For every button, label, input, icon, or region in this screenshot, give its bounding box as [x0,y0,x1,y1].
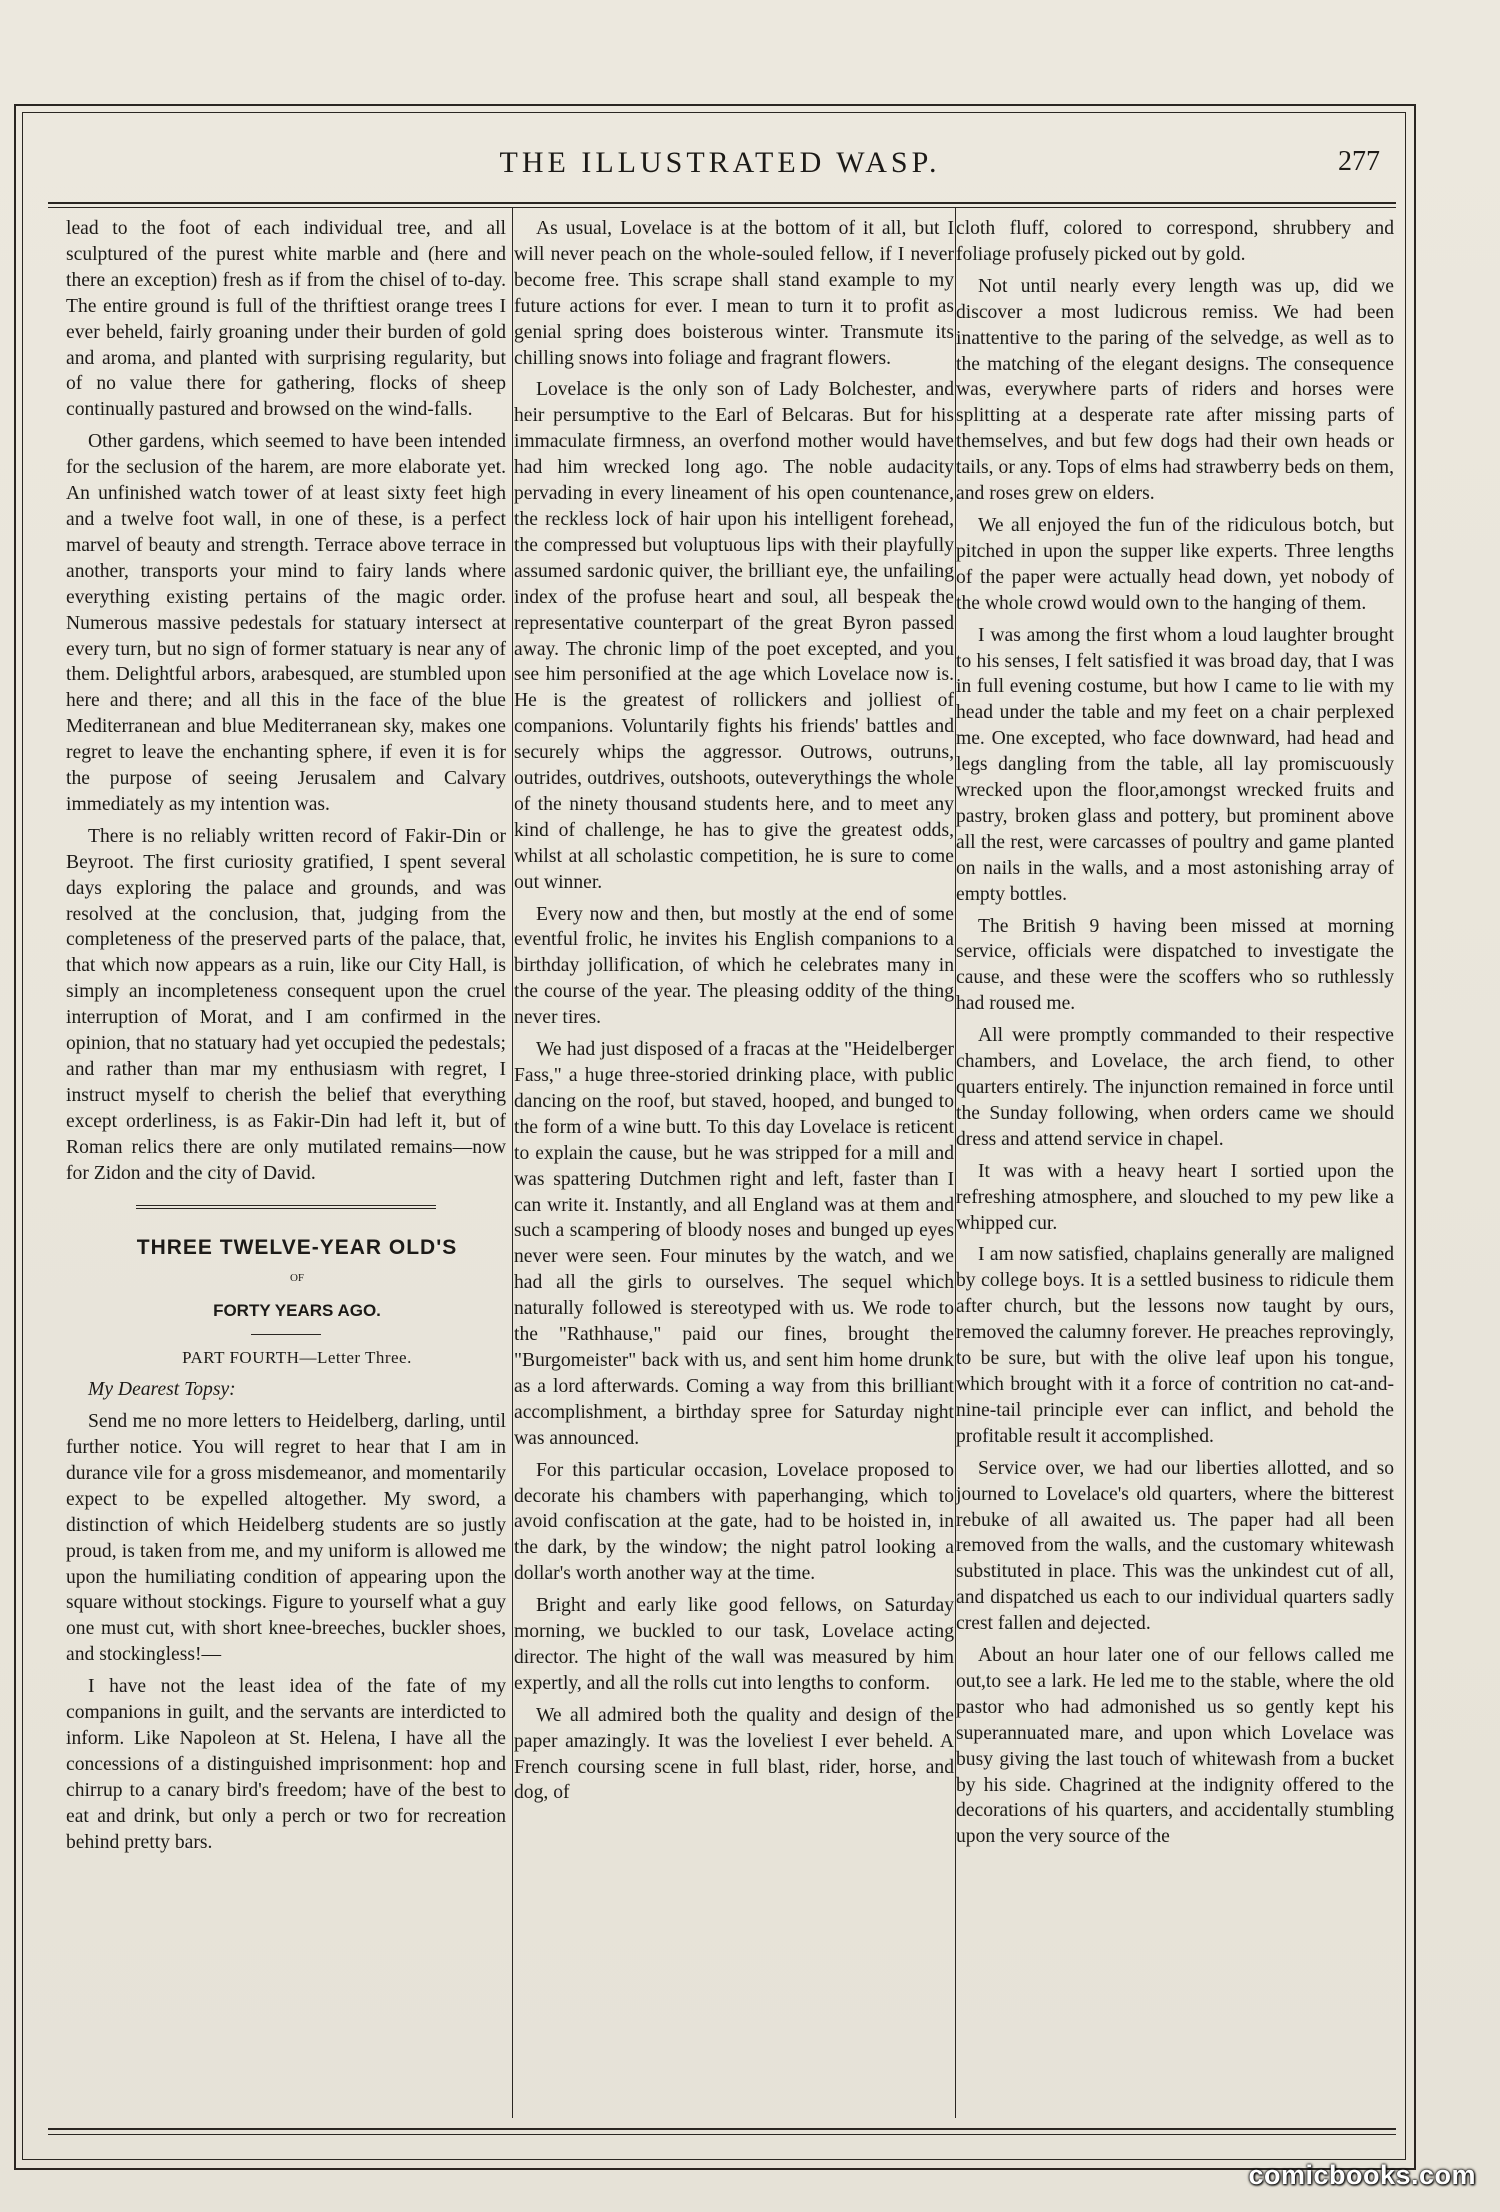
paragraph: All were promptly commanded to their respective chambers, and Lovelace, the arch fiend, to other quarters entirely. The injunction remained in force until the Sunday following, when orders came we should dress and attend service in chapel. [956,1025,1394,1150]
heading-rule [251,1334,321,1335]
page-number: 277 [1338,146,1380,177]
column-3 [956,216,1394,2111]
article-heading-of: OF [289,1272,305,1285]
page-header [60,140,1380,186]
section-divider [136,1205,436,1209]
column-1 [66,216,506,2111]
paragraph: We all admired both the quality and design of the paper amazingly. It was the loveliest I ever beheld. A French coursing scene in full blast, rider, horse, and dog, of [514,1704,954,1804]
paragraph: I was among the first whom a loud laughter brought to his senses, I felt satisfied it was broad day, that I was in full evening costume, but how I came to lie with my head under the table and my feet on a chair perplexed me. One excepted, who face downward, had head and legs dangling from the table, all lay promiscuously wrecked upon the floor,amongst wrecked fruits and pastry, broken glass and pottery, but prominent above all the rest, were carcasses of poultry and game planted on nails in the walls, and a most astonishing array of empty bottles. [956,624,1394,905]
paragraph: Other gardens, which seemed to have been intended for the seclusion of the harem, are more elaborate yet. An unfinished watch tower of at least sixty feet high and a twelve foot wall, in one of these, is a perfect marvel of beauty and strength. Terrace above terrace in another, transports your mind to fairy lands where everything existing pertains of the magic order. Numerous massive pedestals for statuary intersect at every turn, but no sign of former statuary is near any of them. Delightful arbors, arabesqued, are stumbled upon here and there; and all this in the face of the blue Mediterranean and blue Mediterranean sky, makes one regret to leave the enchanting sphere, if even it is for the purpose of seeing Jerusalem and Calvary immediately as my intention was. [66,431,506,815]
footer-rule [48,2128,1396,2130]
column-2 [514,216,954,2111]
letter-salutation: My Dearest Topsy: [88,1379,236,1401]
paragraph: There is no reliably written record of Fakir-Din or Beyroot. The first curiosity gratified, I spent several days exploring the palace and grounds, and was resolved at the conclusion, that, judging from the completeness of the preserved parts of the palace, that, that which now appears as a ruin, like our City Hall, is simply an incompleteness consequent upon the cruel interruption of Morat, and I am confirmed in the opinion, that no statuary had yet occupied the pedestals; and rather than mar my enthusiasm with regret, I instruct myself to cherish the belief that everything except orderliness, is as Fakir-Din had left it, but of Roman relics there are only mutilated remains—now for Zidon and the city of David. [66,825,506,1184]
paragraph: lead to the foot of each individual tree, and all sculptured of the purest white marble and (here and there an exception) fresh as if from the chisel of to-day. The entire ground is full of the thriftiest orange trees I ever beheld, fairly groaning under their burden of gold and aroma, and planted with surprising regularity, but of no value there for gathering, flocks of sheep continually pastured and browsed on the wind-falls. [66,218,506,421]
paragraph: For this particular occasion, Lovelace proposed to decorate his chambers with paperhanging, which to avoid confiscation at the gate, had to be hoisted in, in the dark, by the window; the night patrol looking a dollar's worth another way at the time. [514,1459,954,1585]
paragraph: As usual, Lovelace is at the bottom of it all, but I will never peach on the whole-souled fellow, if I never become free. This scrape shall stand example to my future actions for ever. I mean to turn it to profit as genial spring does boisterous winter. Transmute its chilling snows into foliage and fragrant flowers. [514,218,954,369]
paragraph: We all enjoyed the fun of the ridiculous botch, but pitched in upon the supper like experts. Three lengths of the paper were actually head down, yet nobody of the whole crowd would own to the hanging of them. [956,514,1394,614]
article-subheading: FORTY YEARS AGO. [213,1301,381,1321]
paragraph: Bright and early like good fellows, on Saturday morning, we buckled to our task, Lovelace acting director. The hight of the wall was measured by him expertly, and all the rolls cut into lengths to conform. [514,1595,954,1694]
column-separator-1 [512,208,513,2118]
paragraph: The British 9 having been missed at morning service, officials were dispatched to investigate the cause, and these were the scoffers who so ruthlessly had roused me. [956,915,1394,1015]
part-line: PART FOURTH—Letter Three. [182,1348,412,1368]
paragraph: We had just disposed of a fracas at the "Heidelberger Fass," a huge three-storied drinking place, with public dancing on the roof, but staved, hooped, and bunged to the form of a wine butt. To this day Lovelace is reticent to explain the cause, but he was stripped for a mill and was spattering Dutchmen right and left, faster than I can write it. Instantly, and all England was at them and such a scampering of bloody noses and bunged up eyes never were seen. Four minutes by the watch, and we had all the girls to ourselves. The sequel which naturally followed is stereotyped with us. We rode to the "Rathhause," paid our fines, brought the "Burgomeister" back with us, and sent him home drunk as a lord afterwards. Coming a way from this brilliant accomplishment, a birthday spree for Saturday night was announced. [514,1039,954,1449]
masthead-title: THE ILLUSTRATED WASP. [499,146,941,179]
paragraph: I am now satisfied, chaplains generally are maligned by college boys. It is a settled business to ridicule them after church, but the lessons now taught by ours, removed the calumny forever. He preaches reprovingly, to be sure, but with the olive leaf upon his tongue, which brought with it a force of contrition no cat-and-nine-tail principle ever can inflict, and behold the profitable result it accomplished. [956,1244,1394,1447]
paragraph: cloth fluff, colored to correspond, shrubbery and foliage profusely picked out by gold. [956,218,1394,265]
paragraph: Every now and then, but mostly at the end of some eventful frolic, he invites his English companions to a birthday jollification, of which he celebrates many in the course of the year. The pleasing oddity of the thing never tires. [514,903,954,1029]
site-watermark: comicbooks.com [1248,2160,1476,2190]
header-rule [48,202,1396,204]
paragraph: I have not the least idea of the fate of my companions in guilt, and the servants are interdicted to inform. Like Napoleon at St. Helena, I have all the concessions of a distinguished imprisonment: hop and chirrup to a canary bird's freedom; have of the best to eat and drink, but only a perch or two for recreation behind pretty bars. [66,1676,506,1853]
article-heading: THREE TWELVE-YEAR OLD'S [136,1235,458,1259]
paragraph: Lovelace is the only son of Lady Bolchester, and heir persumptive to the Earl of Belcaras. But for his immaculate firmness, an overfond mother would have had him wrecked long ago. The noble audacity pervading in every lineament of his open countenance, the reckless lock of hair upon his intelligent forehead, the compressed but voluptuous lips with their playfully assumed sardonic quiver, the brilliant eye, the unfailing index of the profuse heart and soul, all bespeak the representative counterpart of the great Byron passed away. The chronic limp of the poet excepted, and you see him personified at the age which Lovelace now is. He is the greatest of rollickers and jolliest of companions. Voluntarily fights his friends' battles and securely whips the aggressor. Outrows, outruns, outrides, outdrives, outshoots, outeverythings the whole of the ninety thousand students here, and to meet any kind of challenge, he has to give the greatest odds, whilst at all scholastic competition, he is sure to come out winner. [514,379,954,893]
paragraph: Not until nearly every length was up, did we discover a most ludicrous remiss. We had been inattentive to the paring of the selvedge, as well as to the matching of the elegant designs. The consequence was, everywhere parts of riders and horses were splitting at a desperate rate after missing parts of themselves, and but few dogs had their own heads or tails, or any. Tops of elms had strawberry beds on them, and roses grew on elders. [956,275,1394,505]
footer-rule-thin [48,2134,1396,2135]
paragraph: About an hour later one of our fellows called me out,to see a lark. He led me to the stable, where the old pastor who had admonished us so gently kept his superannuated mare, and upon which Lovelace was busy giving the last touch of whitewash from a bucket by his side. Chagrined at the indignity offered to the decorations of his quarters, and accidentally stumbling upon the very source of the [956,1645,1394,1848]
paragraph: It was with a heavy heart I sortied upon the refreshing atmosphere, and slouched to my pew like a whipped cur. [956,1160,1394,1234]
header-rule-thin [48,207,1396,208]
paragraph: Service over, we had our liberties allotted, and so journed to Lovelace's old quarters, where the bitterest rebuke of all awaited us. The paper had all been removed from the walls, and the customary whitewash substituted in place. This was the unkindest cut of all, and dispatched us each to our individual quarters sadly crest fallen and dejected. [956,1457,1394,1635]
paragraph: Send me no more letters to Heidelberg, darling, until further notice. You will regret to hear that I am in durance vile for a gross misdemeanor, and momentarily expect to be expelled altogether. My sword, a distinction of which Heidelberg students are so justly proud, is taken from me, and my uniform is allowed me upon the humiliating condition of appearing upon the square without stockings. Figure to yourself what a guy one must cut, with short knee-breeches, buckler shoes, and stockingless!— [66,1411,506,1666]
